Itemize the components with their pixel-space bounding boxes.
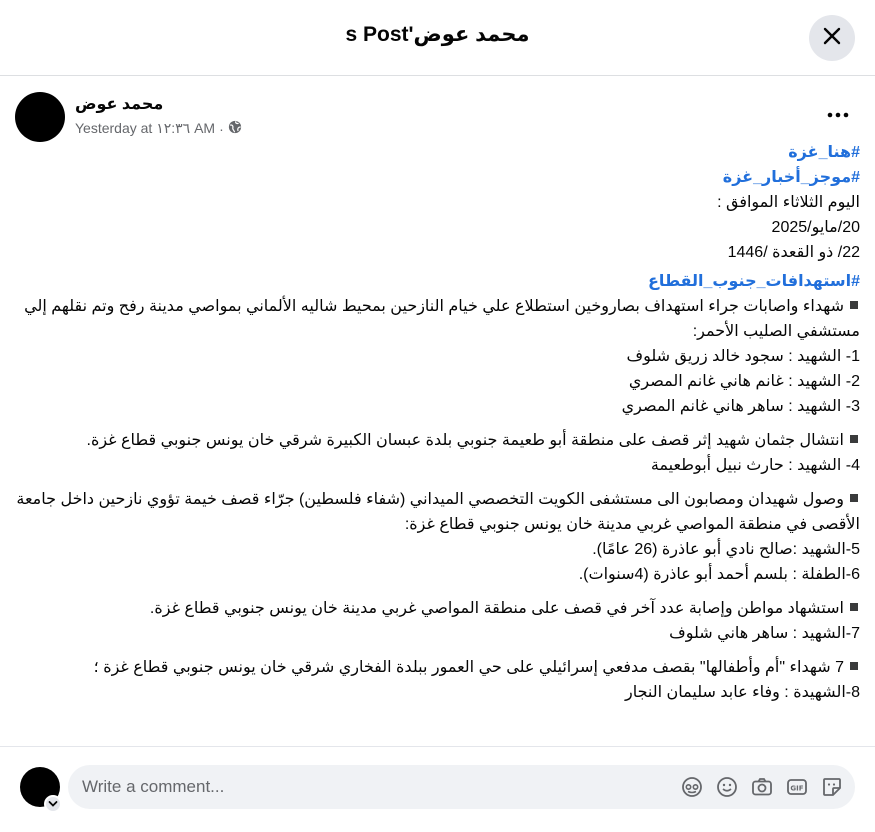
post-timestamp[interactable]: Yesterday at ١٢:٣٦ AM xyxy=(75,120,216,136)
hashtag-link[interactable]: #هنا_غزة xyxy=(788,144,860,161)
martyr-line: 3- الشهيد : ساهر هاني غانم المصري xyxy=(621,398,860,415)
camera-icon[interactable] xyxy=(750,775,773,798)
close-button[interactable] xyxy=(809,15,855,61)
news-item-text: انتشال جثمان شهيد إثر قصف على منطقة أبو طعيمة جنوبي بلدة عبسان الكبيرة شرقي خان يونس جنوبي قطاع غزة. xyxy=(86,432,844,449)
comment-composer xyxy=(0,746,875,832)
chevron-down-icon[interactable] xyxy=(44,795,62,813)
date-line: 20/مايو/2025 xyxy=(771,219,860,236)
post-text xyxy=(15,140,860,705)
more-options-button[interactable] xyxy=(818,101,858,127)
bullet-icon xyxy=(850,603,858,611)
author-name[interactable]: محمد عوض xyxy=(75,96,164,113)
avatar-sticker-icon[interactable] xyxy=(680,775,703,798)
sticker-icon[interactable] xyxy=(820,775,843,798)
close-icon xyxy=(822,26,842,51)
bullet-icon xyxy=(850,435,858,443)
martyr-line: 2- الشهيد : غانم هاني غانم المصري xyxy=(628,373,860,390)
news-item xyxy=(15,294,860,344)
news-item-text: وصول شهيدان ومصابون الى مستشفى الكويت التخصصي الميداني (شفاء فلسطين) جرّاء قصف خيمة تؤوي نازحين داخل جامعة الأقصى في منطقة المواصي غربي مدينة خان يونس جنوبي قطاع غزة: xyxy=(16,491,860,533)
post-meta xyxy=(75,120,242,137)
meta-separator: · xyxy=(219,120,224,137)
bullet-icon xyxy=(850,301,858,309)
news-item xyxy=(15,428,860,453)
news-item xyxy=(15,596,860,621)
martyr-line: 5-الشهيد :صالح نادي أبو عاذرة (26 عامًا). xyxy=(592,541,860,558)
news-item xyxy=(15,487,860,537)
author-avatar[interactable] xyxy=(15,92,65,142)
martyr-line: 6-الطفلة : بلسم أحمد أبو عاذرة (4سنوات). xyxy=(578,566,860,583)
martyr-line: 7-الشهيد : ساهر هاني شلوف xyxy=(669,625,860,642)
modal-header xyxy=(0,0,875,76)
martyr-line: 8-الشهيدة : وفاء عابد سليمان النجار xyxy=(624,684,860,701)
globe-icon xyxy=(228,120,242,137)
more-dots-icon xyxy=(827,105,849,123)
martyr-line: 1- الشهيد : سجود خالد زريق شلوف xyxy=(626,348,860,365)
martyr-line: 4- الشهيد : حارث نبيل أبوطعيمة xyxy=(650,457,860,474)
hashtag-link[interactable]: #استهدافات_جنوب_القطاع xyxy=(648,273,860,290)
comment-tools xyxy=(680,775,843,798)
news-item-text: 7 شهداء "أم وأطفالها" بقصف مدفعي إسرائيلي على حي العمور ببلدة الفخاري شرقي خان يونس جنوبي قطاع غزة ؛ xyxy=(93,659,844,676)
bullet-icon xyxy=(850,494,858,502)
gif-icon[interactable] xyxy=(785,775,808,798)
news-item-text: شهداء واصابات جراء استهداف بصاروخين استطلاع علي خيام النازحين بمحيط شاليه الألماني بمواصي مدينة رفح وتم نقلهم إلي مستشفي الصليب الأحمر: xyxy=(24,298,860,340)
date-line: اليوم الثلاثاء الموافق : xyxy=(717,194,860,211)
hashtag-link[interactable]: #موجز_أخبار_غزة xyxy=(722,169,860,186)
svg-text:GIF: GIF xyxy=(789,784,804,792)
news-item xyxy=(15,655,860,680)
date-line: 22/ ذو القعدة /1446 xyxy=(727,244,860,261)
post-content[interactable] xyxy=(0,77,875,745)
emoji-icon[interactable] xyxy=(715,775,738,798)
news-item-text: استشهاد مواطن وإصابة عدد آخر في قصف على منطقة المواصي غربي مدينة خان يونس جنوبي قطاع غزة. xyxy=(149,600,844,617)
bullet-icon xyxy=(850,662,858,670)
modal-title: محمد عوض's Post xyxy=(345,23,530,46)
